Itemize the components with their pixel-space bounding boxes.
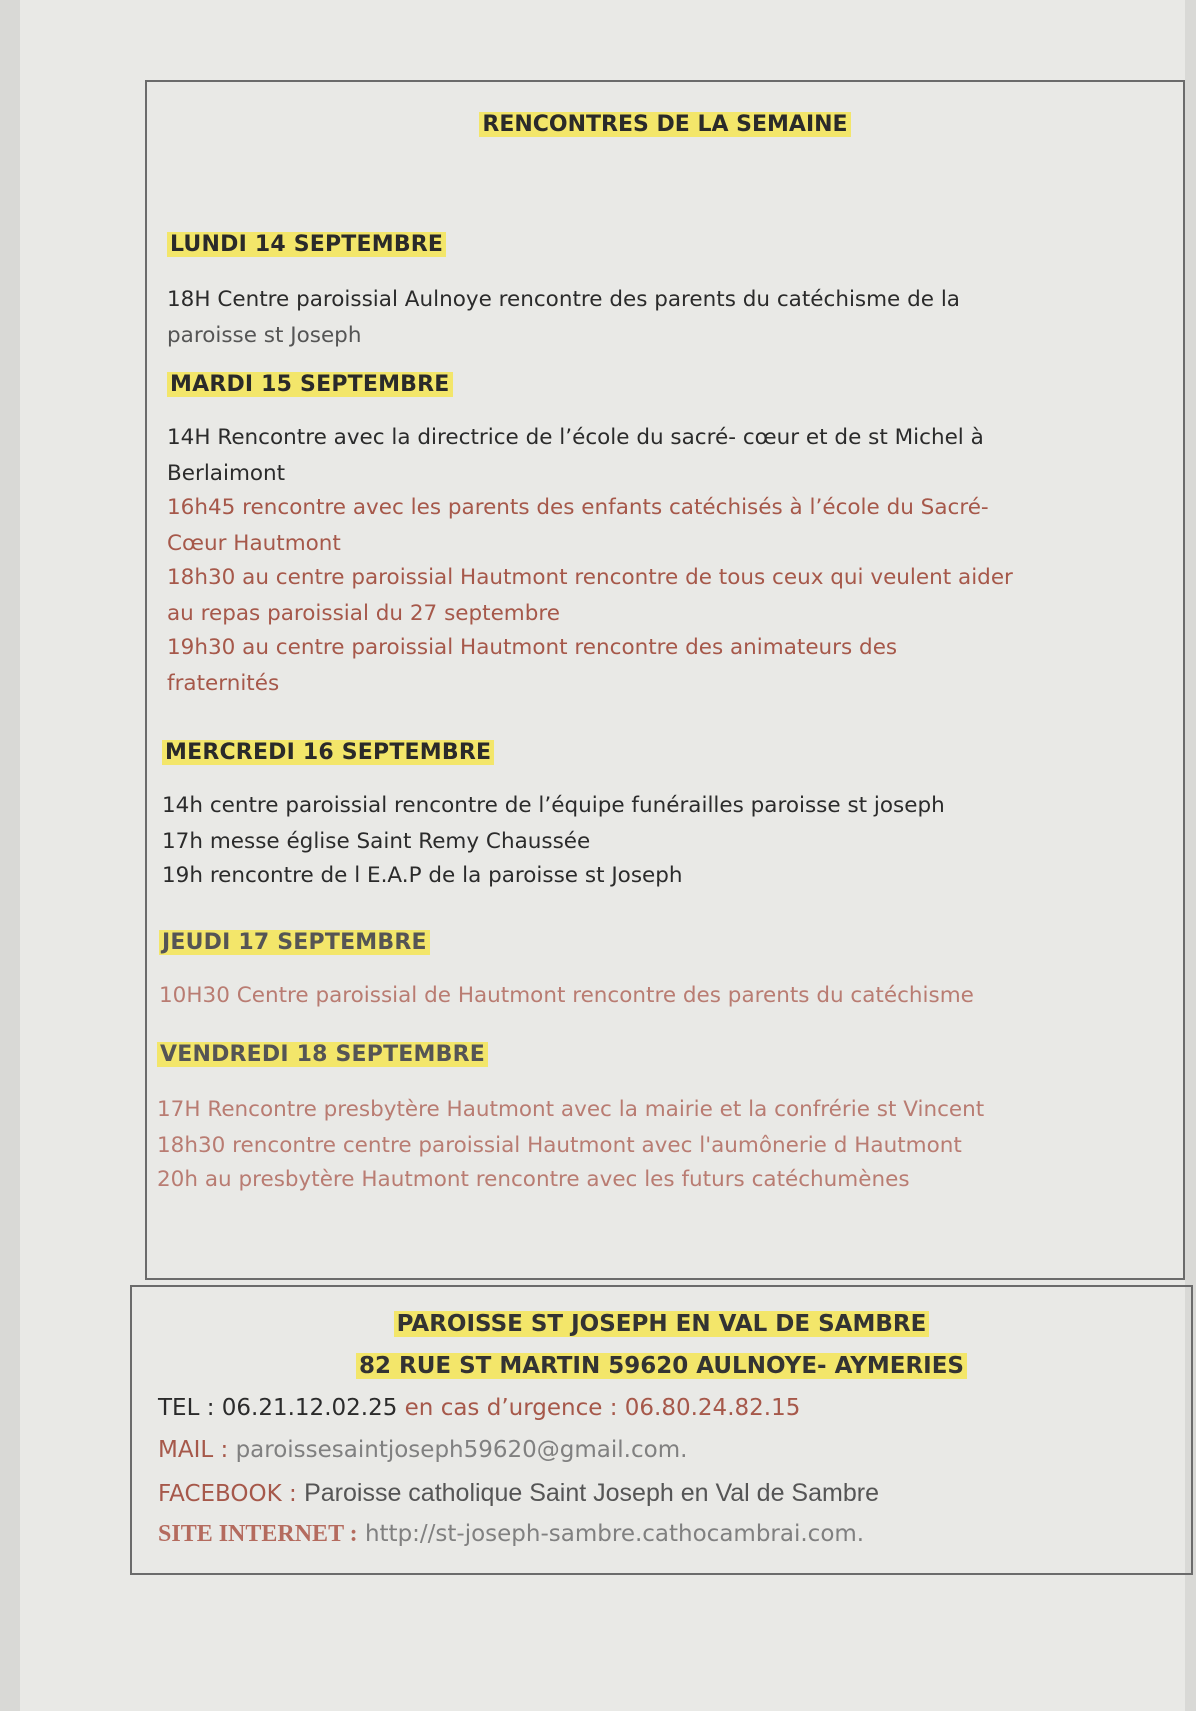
event-line: 16h45 rencontre avec les parents des enfants catéchisés à l’école du Sacré-: [167, 495, 989, 520]
weekly-schedule-box: [145, 80, 1185, 1280]
day-heading-wednesday: MERCREDI 16 SEPTEMBRE: [162, 740, 494, 765]
parish-name: PAROISSE ST JOSEPH EN VAL DE SAMBRE: [132, 1311, 1191, 1337]
event-line: 17h messe église Saint Remy Chaussée: [162, 829, 591, 854]
day-heading-thursday: JEUDI 17 SEPTEMBRE: [159, 930, 430, 955]
event-line: Cœur Hautmont: [167, 531, 341, 556]
event-line: fraternités: [167, 671, 280, 696]
bulletin-page: [20, 0, 1185, 1711]
parish-address: 82 RUE ST MARTIN 59620 AULNOYE- AYMERIES: [132, 1353, 1191, 1379]
schedule-title: RENCONTRES DE LA SEMAINE: [147, 112, 1183, 137]
mail-label: MAIL :: [158, 1437, 229, 1463]
event-line: Berlaimont: [167, 461, 286, 486]
mail-line: [158, 1437, 687, 1463]
event-line: 20h au presbytère Hautmont rencontre avec les futurs catéchumènes: [157, 1167, 910, 1192]
event-line: 17H Rencontre presbytère Hautmont avec la mairie et la confrérie st Vincent: [157, 1097, 985, 1122]
website-line: [158, 1521, 864, 1548]
event-line: 10H30 Centre paroissial de Hautmont rencontre des parents du catéchisme: [159, 983, 974, 1008]
phone-line: [158, 1395, 800, 1421]
parish-contact-box: [130, 1285, 1193, 1575]
event-line: au repas paroissial du 27 septembre: [167, 601, 560, 626]
website-label: SITE INTERNET :: [158, 1521, 358, 1547]
event-line: 18h30 au centre paroissial Hautmont rencontre de tous ceux qui veulent aider: [167, 565, 1013, 590]
event-line: 14H Rencontre avec la directrice de l’école du sacré- cœur et de st Michel à: [167, 425, 984, 450]
day-heading-monday: LUNDI 14 SEPTEMBRE: [167, 232, 446, 257]
event-line: 18h30 rencontre centre paroissial Hautmont avec l'aumônerie d Hautmont: [157, 1133, 962, 1158]
event-line: 18H Centre paroissial Aulnoye rencontre des parents du catéchisme de la: [167, 287, 960, 312]
event-line: 14h centre paroissial rencontre de l’équipe funérailles paroisse st joseph: [162, 793, 945, 818]
mail-address[interactable]: paroissesaintjoseph59620@gmail.com.: [235, 1437, 688, 1463]
emergency-label: en cas d’urgence :: [404, 1395, 618, 1421]
emergency-number: 06.80.24.82.15: [624, 1395, 801, 1421]
day-heading-tuesday: MARDI 15 SEPTEMBRE: [167, 372, 453, 397]
facebook-line: [158, 1479, 879, 1508]
phone-number: TEL : 06.21.12.02.25: [158, 1395, 398, 1421]
day-heading-friday: VENDREDI 18 SEPTEMBRE: [157, 1042, 488, 1067]
event-line: 19h rencontre de l E.A.P de la paroisse st Joseph: [162, 863, 683, 888]
facebook-page[interactable]: Paroisse catholique Saint Joseph en Val de Sambre: [304, 1479, 879, 1507]
website-url[interactable]: http://st-joseph-sambre.cathocambrai.com.: [364, 1521, 865, 1547]
facebook-label: FACEBOOK :: [158, 1481, 297, 1507]
event-line: paroisse st Joseph: [167, 323, 362, 348]
event-line: 19h30 au centre paroissial Hautmont rencontre des animateurs des: [167, 635, 898, 660]
